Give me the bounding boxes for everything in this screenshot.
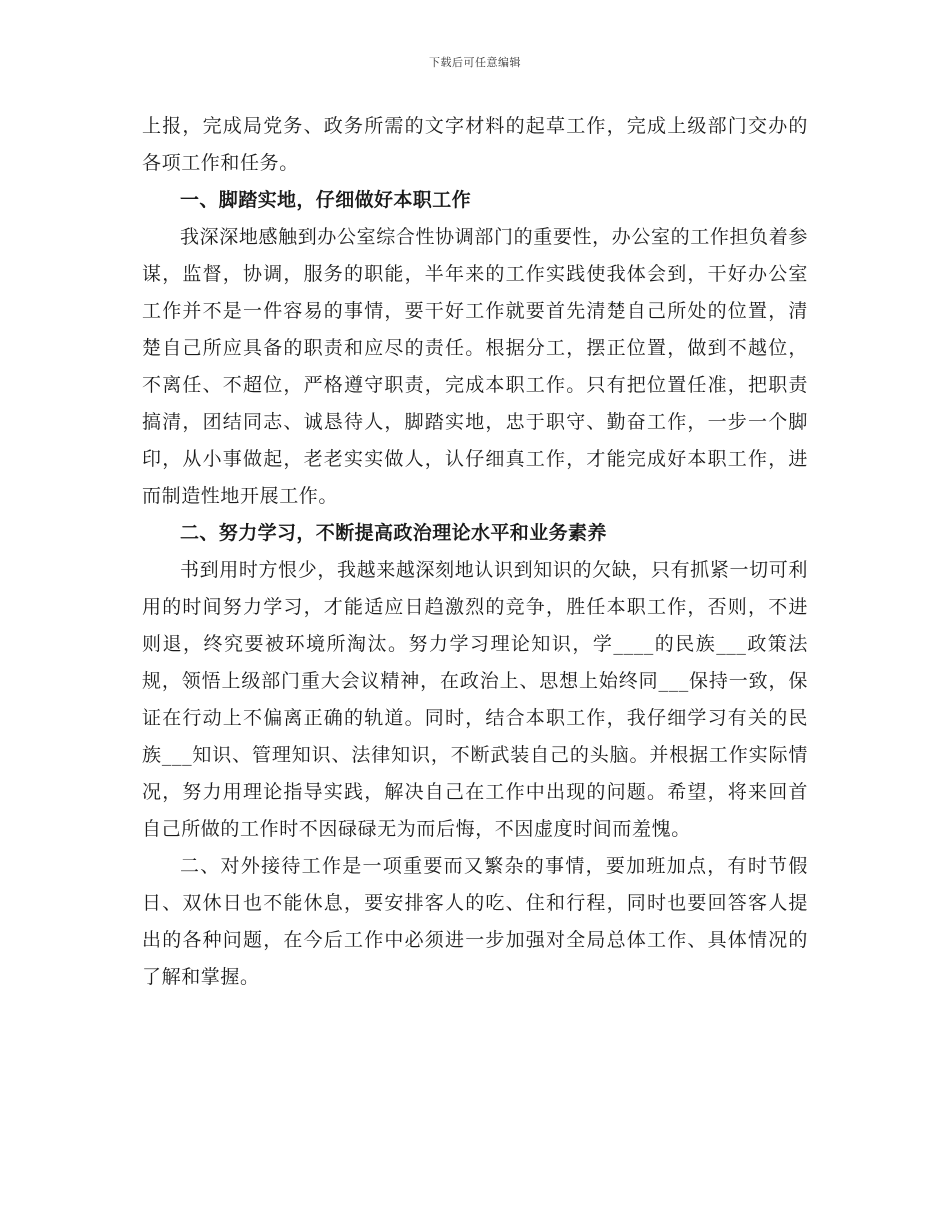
section-body-2: 书到用时方恨少，我越来越深刻地认识到知识的欠缺，只有抓紧一切可利用的时间努力学习，才能适应日趋激烈的竞争，胜任本职工作，否则，不进则退，终究要被环境所淘汰。努力学习理论知识，学____的民族___政策法规，领悟上级部门重大会议精神，在政治上、思想上始终同___保持一致，保证在行动上不偏离正确的轨道。同时，结合本职工作，我仔细学习有关的民族___知识、管理知识、法律知识，不断武装自己的头脑。并根据工作实际情况，努力用理论指导实践，解决自己在工作中出现的问题。希望，将来回首自己所做的工作时不因碌碌无为而后悔，不因虚度时间而羞愧。 [142, 559, 808, 840]
section-body-1: 我深深地感触到办公室综合性协调部门的重要性，办公室的工作担负着参谋，监督，协调，服务的职能，半年来的工作实践使我体会到，干好办公室工作并不是一件容易的事情，要干好工作就要首先清楚自己所处的位置，清楚自己所应具备的职责和应尽的责任。根据分工，摆正位置，做到不越位，不离任、不超位，严格遵守职责，完成本职工作。只有把位置任准，把职责搞清，团结同志、诚恳待人，脚踏实地，忠于职守、勤奋工作，一步一个脚印，从小事做起，老老实实做人，认仔细真工作，才能完成好本职工作，进而制造性地开展工作。 [142, 226, 808, 507]
continued-paragraph: 上报，完成局党务、政务所需的文字材料的起草工作，完成上级部门交办的各项工作和任务。 [142, 115, 808, 174]
document-body [142, 108, 808, 996]
section-heading-1: 一、脚踏实地，仔细做好本职工作 [180, 189, 472, 211]
page-header: 下载后可任意编辑 [429, 56, 521, 69]
section-body-3: 二、对外接待工作是一项重要而又繁杂的事情，要加班加点，有时节假日、双休日也不能休息，要安排客人的吃、住和行程，同时也要回答客人提出的各种问题，在今后工作中必须进一步加强对全局总体工作、具体情况的了解和掌握。 [142, 855, 808, 988]
section-heading-2: 二、努力学习，不断提高政治理论水平和业务素养 [180, 522, 607, 544]
